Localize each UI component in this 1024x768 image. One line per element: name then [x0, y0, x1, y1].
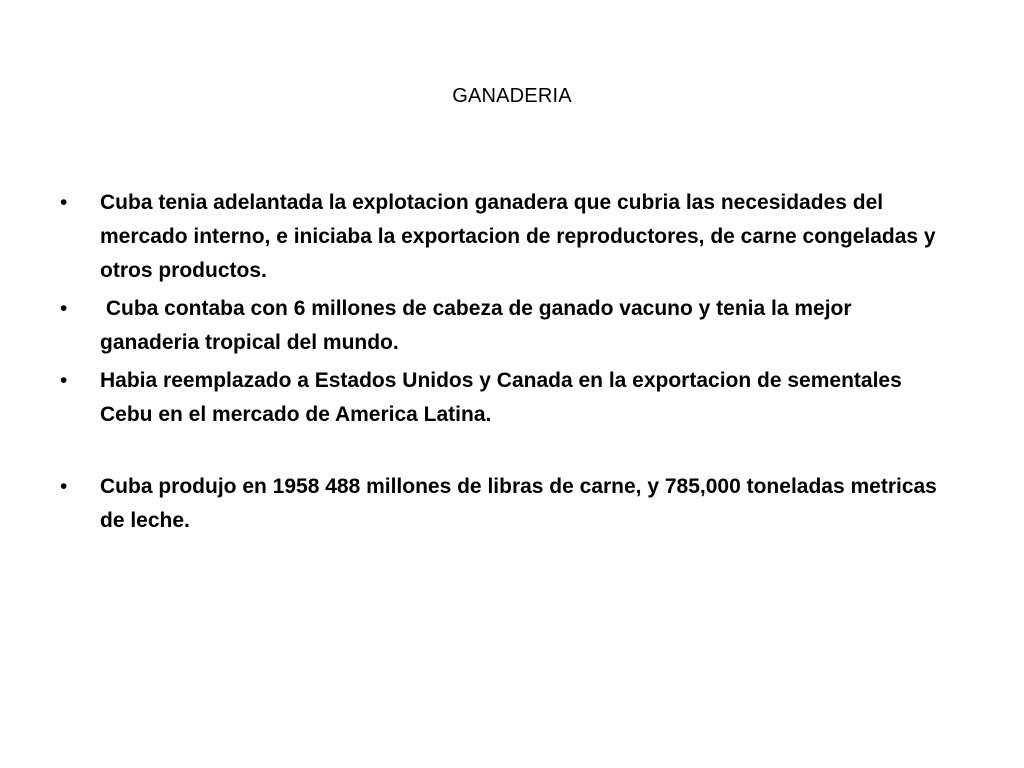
bullet-item-3 — [60, 364, 940, 432]
bullet-item-1 — [60, 186, 940, 288]
bullet-dot-icon: • — [60, 191, 68, 214]
bullet-item-2 — [60, 292, 940, 360]
bullet-text-3: Habia reemplazado a Estados Unidos y Canada en la exportacion de sementales Cebu en el mercado de America Latina. — [100, 369, 902, 426]
bullet-text-2: Cuba contaba con 6 millones de cabeza de ganado vacuno y tenia la mejor ganaderia tropical del mundo. — [100, 297, 858, 354]
bullet-dot-icon: • — [60, 297, 68, 320]
slide-title: GANADERIA — [452, 85, 572, 107]
bullet-dot-icon: • — [60, 369, 68, 392]
bullet-text-1: Cuba tenia adelantada la explotacion ganadera que cubria las necesidades del mercado interno, e iniciaba la exportacion de reproductores, de carne congeladas y otros productos. — [100, 191, 936, 282]
bullet-dot-icon: • — [60, 475, 68, 498]
bullet-item-4 — [60, 470, 940, 538]
bullet-text-4: Cuba produjo en 1958 488 millones de libras de carne, y 785,000 toneladas metricas de leche. — [100, 475, 937, 532]
bullet-list — [60, 186, 940, 542]
